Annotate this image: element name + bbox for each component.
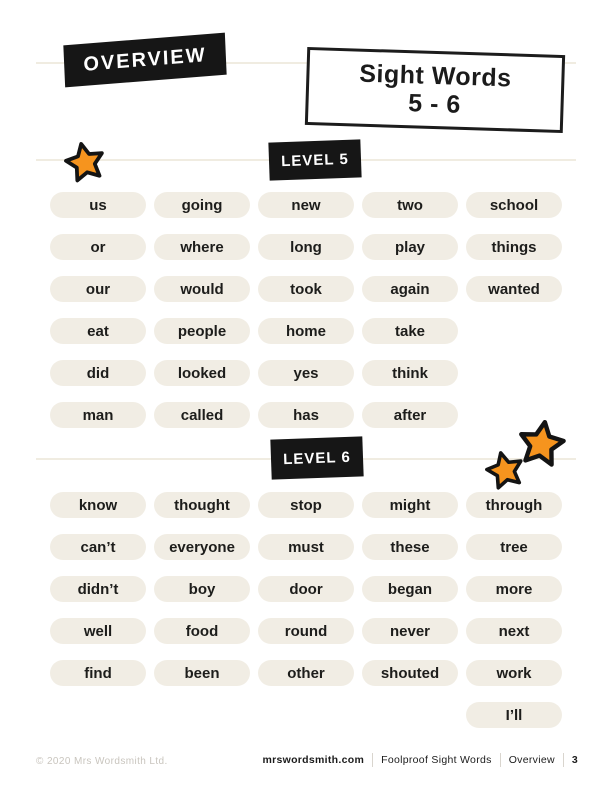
word-pill: took (258, 276, 354, 302)
page-title (305, 47, 565, 133)
word-pill: would (154, 276, 250, 302)
word-pill: eat (50, 318, 146, 344)
word-pill: know (50, 492, 146, 518)
word-pill: stop (258, 492, 354, 518)
level-5-badge (268, 139, 361, 180)
word-pill: can’t (50, 534, 146, 560)
word-pill: play (362, 234, 458, 260)
word-pill: must (258, 534, 354, 560)
word-pill: everyone (154, 534, 250, 560)
word-pill: began (362, 576, 458, 602)
page-number: 3 (571, 754, 578, 766)
empty-grid-cell (362, 702, 458, 728)
word-pill: think (362, 360, 458, 386)
word-pill: work (466, 660, 562, 686)
word-pill: again (362, 276, 458, 302)
empty-grid-cell (466, 318, 562, 344)
overview-badge (63, 33, 226, 88)
empty-grid-cell (154, 702, 250, 728)
word-pill: new (258, 192, 354, 218)
word-pill: shouted (362, 660, 458, 686)
word-pill: where (154, 234, 250, 260)
star-icon (513, 415, 569, 471)
word-pill: called (154, 402, 250, 428)
word-pill: things (466, 234, 562, 260)
level-5-label: LEVEL 5 (280, 150, 350, 170)
star-icon (60, 137, 110, 187)
word-pill: school (466, 192, 562, 218)
book-title-text: Foolproof Sight Words (381, 754, 492, 766)
word-pill: going (154, 192, 250, 218)
level-5-word-grid (50, 192, 562, 428)
word-pill: looked (154, 360, 250, 386)
word-pill: us (50, 192, 146, 218)
word-pill: these (362, 534, 458, 560)
word-pill: more (466, 576, 562, 602)
word-pill: never (362, 618, 458, 644)
word-pill: thought (154, 492, 250, 518)
overview-badge-label: OVERVIEW (82, 43, 207, 76)
word-pill: man (50, 402, 146, 428)
level-6-label: LEVEL 6 (282, 448, 352, 468)
word-pill: wanted (466, 276, 562, 302)
word-pill: home (258, 318, 354, 344)
footer-divider (372, 753, 373, 767)
word-pill: might (362, 492, 458, 518)
level-6-word-grid (50, 492, 562, 728)
word-pill: been (154, 660, 250, 686)
word-pill: next (466, 618, 562, 644)
word-pill: after (362, 402, 458, 428)
empty-grid-cell (466, 360, 562, 386)
word-pill: didn’t (50, 576, 146, 602)
word-pill: yes (258, 360, 354, 386)
level-6-badge (270, 436, 363, 479)
word-pill: did (50, 360, 146, 386)
word-pill: round (258, 618, 354, 644)
word-pill: food (154, 618, 250, 644)
word-pill: tree (466, 534, 562, 560)
word-pill: people (154, 318, 250, 344)
word-pill: other (258, 660, 354, 686)
page-title-line1: Sight Words (358, 59, 512, 93)
word-pill: two (362, 192, 458, 218)
footer-divider (500, 753, 501, 767)
word-pill: or (50, 234, 146, 260)
footer-divider (563, 753, 564, 767)
empty-grid-cell (258, 702, 354, 728)
word-pill: through (466, 492, 562, 518)
word-pill: I’ll (466, 702, 562, 728)
page-title-line2: 5 - 6 (407, 89, 462, 119)
word-pill: well (50, 618, 146, 644)
word-pill: has (258, 402, 354, 428)
section-name-text: Overview (508, 754, 555, 766)
footer-meta (262, 753, 578, 767)
word-pill: take (362, 318, 458, 344)
website-text: mrswordsmith.com (262, 754, 365, 766)
word-pill: boy (154, 576, 250, 602)
word-pill: long (258, 234, 354, 260)
word-pill: our (50, 276, 146, 302)
empty-grid-cell (50, 702, 146, 728)
word-pill: find (50, 660, 146, 686)
word-pill: door (258, 576, 354, 602)
copyright-text: © 2020 Mrs Wordsmith Ltd. (36, 756, 168, 767)
